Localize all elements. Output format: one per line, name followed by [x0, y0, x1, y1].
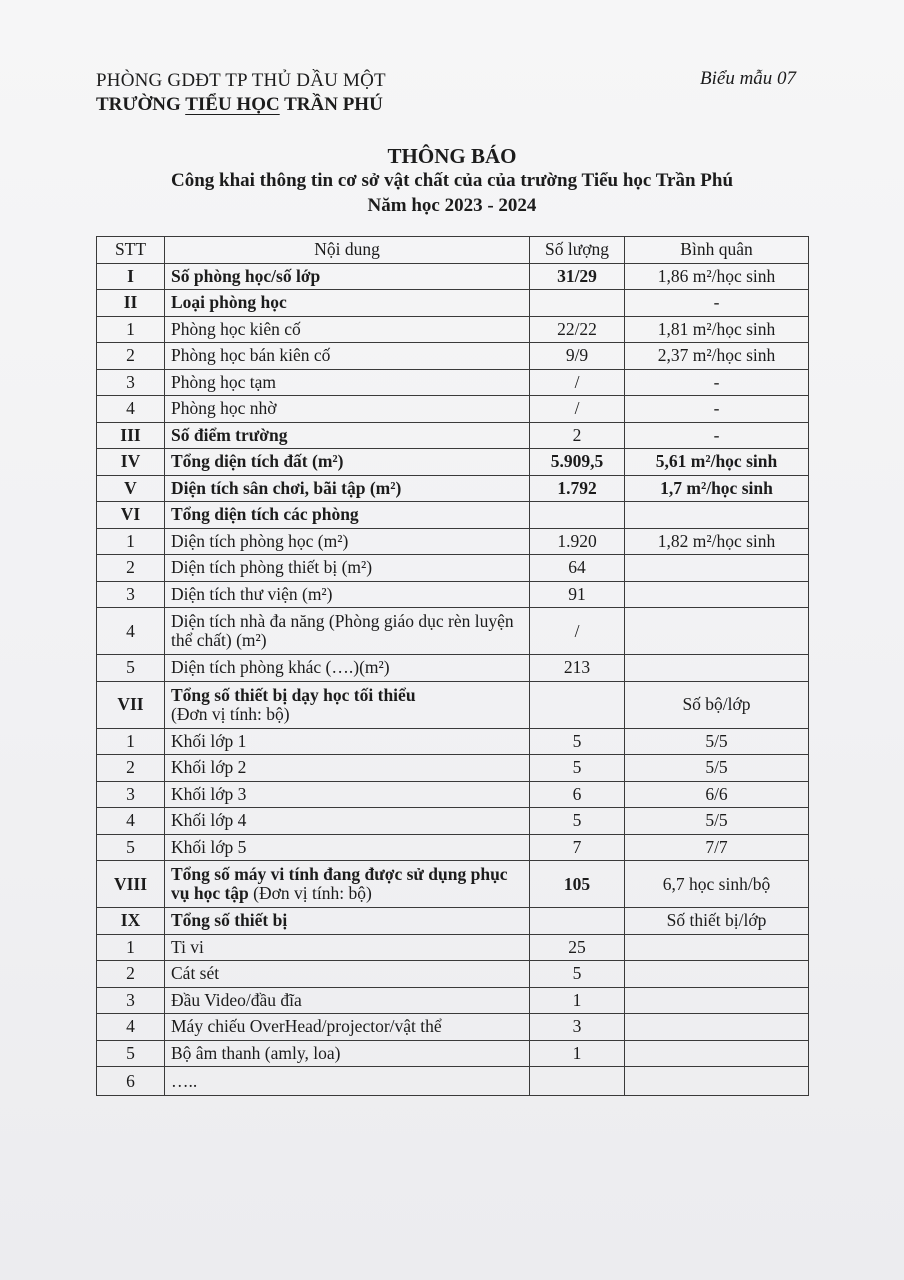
- row-content-unit: (Đơn vị tính: bộ): [248, 883, 372, 903]
- row-stt: 2: [97, 755, 165, 782]
- row-stt: 2: [97, 961, 165, 988]
- table-row: [97, 608, 809, 655]
- department-name: PHÒNG GDĐT TP THỦ DẦU MỘT: [96, 70, 386, 91]
- row-content: [165, 290, 530, 317]
- row-content: [165, 608, 530, 655]
- row-content-text: Khối lớp 2: [171, 757, 247, 778]
- row-content-text: Loại phòng học: [171, 292, 287, 313]
- row-stt: 3: [97, 781, 165, 808]
- table-row: [97, 1040, 809, 1067]
- row-content-text: Diện tích nhà đa năng (Phòng giáo dục rèn luyện thể chất) (m²): [171, 611, 514, 650]
- row-average: [625, 1040, 809, 1067]
- row-content-text: Tổng số máy vi tính đang được sử dụng phục vụ học tập: [171, 864, 508, 903]
- table-row: [97, 316, 809, 343]
- row-content-text: Khối lớp 1: [171, 730, 247, 751]
- facilities-table: [96, 236, 809, 1096]
- table-row: [97, 728, 809, 755]
- table-row: [97, 369, 809, 396]
- row-content: [165, 655, 530, 682]
- table-row: [97, 528, 809, 555]
- table-row: [97, 581, 809, 608]
- table-row: [97, 1067, 809, 1096]
- row-stt: IX: [97, 908, 165, 935]
- row-content-text: …..: [171, 1070, 198, 1091]
- row-average: [625, 934, 809, 961]
- row-average: -: [625, 290, 809, 317]
- table-row: [97, 422, 809, 449]
- row-content: [165, 422, 530, 449]
- row-content: [165, 808, 530, 835]
- row-stt: 3: [97, 581, 165, 608]
- table-row: [97, 934, 809, 961]
- row-average: 1,81 m²/học sinh: [625, 316, 809, 343]
- document-subtitle: Công khai thông tin cơ sở vật chất của của trường Tiểu học Trần Phú: [170, 170, 734, 191]
- row-quantity: [530, 1067, 625, 1096]
- row-stt: 1: [97, 316, 165, 343]
- row-content-text: Ti vi: [171, 936, 204, 957]
- row-stt: 1: [97, 934, 165, 961]
- school-underlined: TIỂU HỌC: [185, 94, 280, 115]
- row-stt: 4: [97, 808, 165, 835]
- row-content-text: Tổng số thiết bị: [171, 910, 288, 931]
- table-row: [97, 449, 809, 476]
- row-content: [165, 728, 530, 755]
- row-content-unit: (Đơn vị tính: bộ): [171, 703, 290, 724]
- row-content-text: Khối lớp 3: [171, 783, 247, 804]
- table-row: [97, 655, 809, 682]
- row-content-text: Phòng học tạm: [171, 371, 276, 392]
- row-quantity: 1.792: [530, 475, 625, 502]
- header-stt: STT: [97, 237, 165, 264]
- row-stt: 5: [97, 1040, 165, 1067]
- row-content: [165, 343, 530, 370]
- school-suffix: TRẦN PHÚ: [279, 94, 383, 115]
- row-average: 7/7: [625, 834, 809, 861]
- row-content-text: Máy chiếu OverHead/projector/vật thể: [171, 1016, 442, 1037]
- row-quantity: 22/22: [530, 316, 625, 343]
- row-content: [165, 908, 530, 935]
- row-content-text: Số điểm trường: [171, 424, 288, 445]
- row-content: [165, 263, 530, 290]
- row-content: [165, 834, 530, 861]
- row-stt: 5: [97, 655, 165, 682]
- row-content-text: Bộ âm thanh (amly, loa): [171, 1042, 341, 1063]
- table-row: [97, 808, 809, 835]
- row-content: [165, 961, 530, 988]
- row-content: [165, 396, 530, 423]
- row-average: [625, 1067, 809, 1096]
- row-average: [625, 987, 809, 1014]
- row-quantity: 25: [530, 934, 625, 961]
- row-quantity: 1.920: [530, 528, 625, 555]
- row-quantity: /: [530, 369, 625, 396]
- row-quantity: 105: [530, 861, 625, 908]
- row-quantity: 5.909,5: [530, 449, 625, 476]
- header-average: Bình quân: [625, 237, 809, 264]
- row-content: [165, 987, 530, 1014]
- row-stt: 3: [97, 369, 165, 396]
- row-content: [165, 555, 530, 582]
- row-content: [165, 581, 530, 608]
- row-stt: 1: [97, 528, 165, 555]
- table-row: [97, 502, 809, 529]
- row-content: [165, 681, 530, 728]
- row-quantity: 1: [530, 987, 625, 1014]
- row-average: 2,37 m²/học sinh: [625, 343, 809, 370]
- row-average: -: [625, 369, 809, 396]
- table-row: [97, 755, 809, 782]
- row-quantity: 5: [530, 808, 625, 835]
- row-content-text: Diện tích phòng thiết bị (m²): [171, 557, 373, 578]
- table-row: [97, 987, 809, 1014]
- table-row: [97, 263, 809, 290]
- row-average: Số thiết bị/lớp: [625, 908, 809, 935]
- row-stt: 4: [97, 396, 165, 423]
- table-row: [97, 1014, 809, 1041]
- row-quantity: /: [530, 608, 625, 655]
- row-average: -: [625, 396, 809, 423]
- row-stt: VIII: [97, 861, 165, 908]
- row-average: 5/5: [625, 808, 809, 835]
- table-row: [97, 781, 809, 808]
- row-content-text: Số phòng học/số lớp: [171, 265, 321, 286]
- school-name: [96, 94, 383, 116]
- row-quantity: [530, 908, 625, 935]
- table-row: [97, 961, 809, 988]
- row-average: [625, 608, 809, 655]
- row-stt: III: [97, 422, 165, 449]
- row-quantity: 213: [530, 655, 625, 682]
- row-stt: II: [97, 290, 165, 317]
- row-content: [165, 1040, 530, 1067]
- row-content: [165, 781, 530, 808]
- row-stt: 5: [97, 834, 165, 861]
- row-stt: I: [97, 263, 165, 290]
- row-average: [625, 581, 809, 608]
- school-prefix: TRƯỜNG: [96, 94, 186, 115]
- row-content: [165, 502, 530, 529]
- row-stt: VI: [97, 502, 165, 529]
- row-content-text: Phòng học kiên cố: [171, 318, 301, 339]
- row-quantity: 6: [530, 781, 625, 808]
- school-year: Năm học 2023 - 2024: [367, 195, 537, 216]
- table-row: [97, 861, 809, 908]
- row-quantity: 1: [530, 1040, 625, 1067]
- row-stt: 3: [97, 987, 165, 1014]
- header-quantity: Số lượng: [530, 237, 625, 264]
- row-content-text: Diện tích sân chơi, bãi tập (m²): [171, 477, 402, 498]
- row-content-text: Tổng diện tích đất (m²): [171, 451, 344, 472]
- row-content-text: Cát sét: [171, 963, 220, 984]
- row-stt: 4: [97, 608, 165, 655]
- row-content-text: Diện tích thư viện (m²): [171, 583, 333, 604]
- row-average: Số bộ/lớp: [625, 681, 809, 728]
- table-body: [97, 263, 809, 1096]
- row-content: [165, 1014, 530, 1041]
- row-quantity: [530, 681, 625, 728]
- row-content: [165, 934, 530, 961]
- row-average: 5/5: [625, 755, 809, 782]
- row-average: [625, 961, 809, 988]
- row-quantity: [530, 290, 625, 317]
- table-row: [97, 834, 809, 861]
- table-row: [97, 290, 809, 317]
- row-stt: 6: [97, 1067, 165, 1096]
- document-title: THÔNG BÁO: [387, 144, 517, 168]
- row-content-text: Tổng diện tích các phòng: [171, 504, 359, 525]
- row-content-text: Khối lớp 5: [171, 836, 247, 857]
- row-stt: 2: [97, 555, 165, 582]
- row-average: 1,7 m²/học sinh: [625, 475, 809, 502]
- row-content: [165, 755, 530, 782]
- row-content-text: Phòng học nhờ: [171, 398, 277, 419]
- row-content-text: Tổng số thiết bị dạy học tối thiểu: [171, 684, 416, 705]
- table-row: [97, 343, 809, 370]
- row-average: 6/6: [625, 781, 809, 808]
- row-quantity: 5: [530, 961, 625, 988]
- row-stt: 1: [97, 728, 165, 755]
- table-header-row: [97, 237, 809, 264]
- table-row: [97, 555, 809, 582]
- row-stt: VII: [97, 681, 165, 728]
- row-quantity: 3: [530, 1014, 625, 1041]
- row-average: [625, 555, 809, 582]
- row-stt: IV: [97, 449, 165, 476]
- row-content: [165, 528, 530, 555]
- row-content-text: Diện tích phòng khác (….)(m²): [171, 657, 390, 678]
- row-average: 5,61 m²/học sinh: [625, 449, 809, 476]
- row-content-text: Phòng học bán kiên cố: [171, 345, 331, 366]
- row-average: 6,7 học sinh/bộ: [625, 861, 809, 908]
- table-row: [97, 475, 809, 502]
- form-number: Biểu mẫu 07: [700, 68, 797, 89]
- table-row: [97, 908, 809, 935]
- row-content-text: Đầu Video/đầu đĩa: [171, 989, 302, 1010]
- row-quantity: 9/9: [530, 343, 625, 370]
- row-quantity: 7: [530, 834, 625, 861]
- row-content: [165, 1067, 530, 1096]
- row-quantity: 64: [530, 555, 625, 582]
- row-quantity: 91: [530, 581, 625, 608]
- row-content: [165, 369, 530, 396]
- row-content: [165, 861, 530, 908]
- row-average: 5/5: [625, 728, 809, 755]
- row-average: 1,86 m²/học sinh: [625, 263, 809, 290]
- row-quantity: 31/29: [530, 263, 625, 290]
- row-stt: V: [97, 475, 165, 502]
- row-content-text: Khối lớp 4: [171, 810, 247, 831]
- row-quantity: /: [530, 396, 625, 423]
- row-quantity: 5: [530, 755, 625, 782]
- row-quantity: 2: [530, 422, 625, 449]
- row-content: [165, 449, 530, 476]
- row-quantity: [530, 502, 625, 529]
- row-average: [625, 502, 809, 529]
- header-content: Nội dung: [165, 237, 530, 264]
- table-row: [97, 396, 809, 423]
- row-content: [165, 316, 530, 343]
- row-average: -: [625, 422, 809, 449]
- row-stt: 4: [97, 1014, 165, 1041]
- row-content: [165, 475, 530, 502]
- row-quantity: 5: [530, 728, 625, 755]
- row-content-text: Diện tích phòng học (m²): [171, 530, 349, 551]
- row-average: 1,82 m²/học sinh: [625, 528, 809, 555]
- row-stt: 2: [97, 343, 165, 370]
- row-average: [625, 1014, 809, 1041]
- row-average: [625, 655, 809, 682]
- table-row: [97, 681, 809, 728]
